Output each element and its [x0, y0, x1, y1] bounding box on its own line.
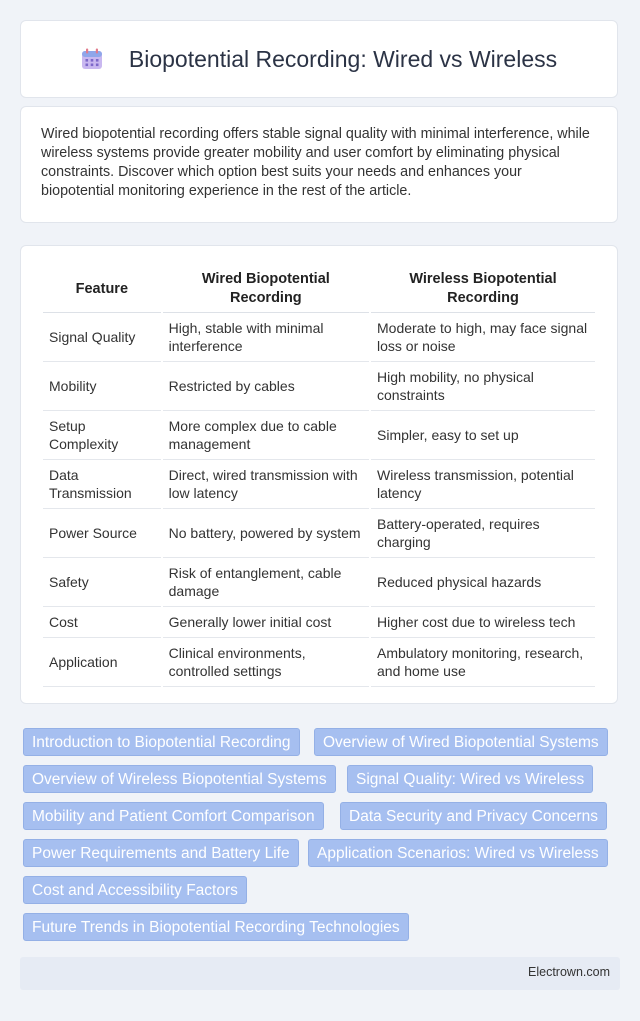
table-cell: High mobility, no physical constraints — [371, 362, 595, 411]
table-cell: Clinical environments, controlled settings — [163, 638, 369, 687]
table-cell: No battery, powered by system — [163, 509, 369, 558]
calendar-icon — [81, 48, 103, 70]
table-cell: Mobility — [43, 362, 161, 411]
table-row — [43, 411, 595, 460]
table-cell: Direct, wired transmission with low latency — [163, 460, 369, 509]
link-future-trends[interactable]: Future Trends in Biopotential Recording Technologies — [23, 913, 409, 941]
header-wired: Wired Biopotential Recording — [163, 264, 369, 313]
table-cell: Application — [43, 638, 161, 687]
table-cell: Power Source — [43, 509, 161, 558]
link-power-battery[interactable]: Power Requirements and Battery Life — [23, 839, 299, 867]
table-cell: Ambulatory monitoring, research, and home use — [371, 638, 595, 687]
table-cell: Risk of entanglement, cable damage — [163, 558, 369, 607]
table-row — [43, 558, 595, 607]
link-data-security[interactable]: Data Security and Privacy Concerns — [340, 802, 607, 830]
footer — [20, 957, 620, 990]
table-row — [43, 509, 595, 558]
table-cell: Safety — [43, 558, 161, 607]
table-header-row — [43, 264, 595, 313]
table-cell: Data Transmission — [43, 460, 161, 509]
link-cost-accessibility[interactable]: Cost and Accessibility Factors — [23, 876, 247, 904]
header-feature: Feature — [43, 264, 161, 313]
table-cell: Wireless transmission, potential latency — [371, 460, 595, 509]
table-cell: Reduced physical hazards — [371, 558, 595, 607]
title-card — [20, 20, 618, 98]
link-wireless-overview[interactable]: Overview of Wireless Biopotential Systems — [23, 765, 336, 793]
link-signal-quality[interactable]: Signal Quality: Wired vs Wireless — [347, 765, 593, 793]
link-introduction[interactable]: Introduction to Biopotential Recording — [23, 728, 300, 756]
table-cell: Cost — [43, 607, 161, 638]
table-cell: More complex due to cable management — [163, 411, 369, 460]
table-cell: Battery-operated, requires charging — [371, 509, 595, 558]
table-row — [43, 362, 595, 411]
page-title-text: Biopotential Recording: Wired vs Wireless — [128, 45, 558, 72]
footer-site: Electrown.com — [528, 965, 610, 979]
intro-card — [20, 106, 618, 223]
link-mobility-comfort[interactable]: Mobility and Patient Comfort Comparison — [23, 802, 324, 830]
table-row — [43, 460, 595, 509]
table-row — [43, 638, 595, 687]
comparison-table — [41, 264, 597, 687]
link-application-scenarios[interactable]: Application Scenarios: Wired vs Wireless — [308, 839, 608, 867]
table-cell: Moderate to high, may face signal loss or noise — [371, 313, 595, 362]
comparison-card — [20, 245, 618, 704]
table-cell: Setup Complexity — [43, 411, 161, 460]
table-row — [43, 607, 595, 638]
table-cell: Generally lower initial cost — [163, 607, 369, 638]
link-wired-overview[interactable]: Overview of Wired Biopotential Systems — [314, 728, 608, 756]
table-cell: Simpler, easy to set up — [371, 411, 595, 460]
page-title — [81, 46, 557, 73]
table-cell: Higher cost due to wireless tech — [371, 607, 595, 638]
intro-paragraph: Wired biopotential recording offers stable signal quality with minimal interference, while wireless systems provide greater mobility and user comfort by eliminating physical constraints. Discover which option best suits your needs and enhances your biopotential monitoring experience in the rest of the article. — [41, 126, 590, 199]
table-cell: High, stable with minimal interference — [163, 313, 369, 362]
header-wireless: Wireless Biopotential Recording — [371, 264, 595, 313]
table-cell: Signal Quality — [43, 313, 161, 362]
table-row — [43, 313, 595, 362]
table-cell: Restricted by cables — [163, 362, 369, 411]
